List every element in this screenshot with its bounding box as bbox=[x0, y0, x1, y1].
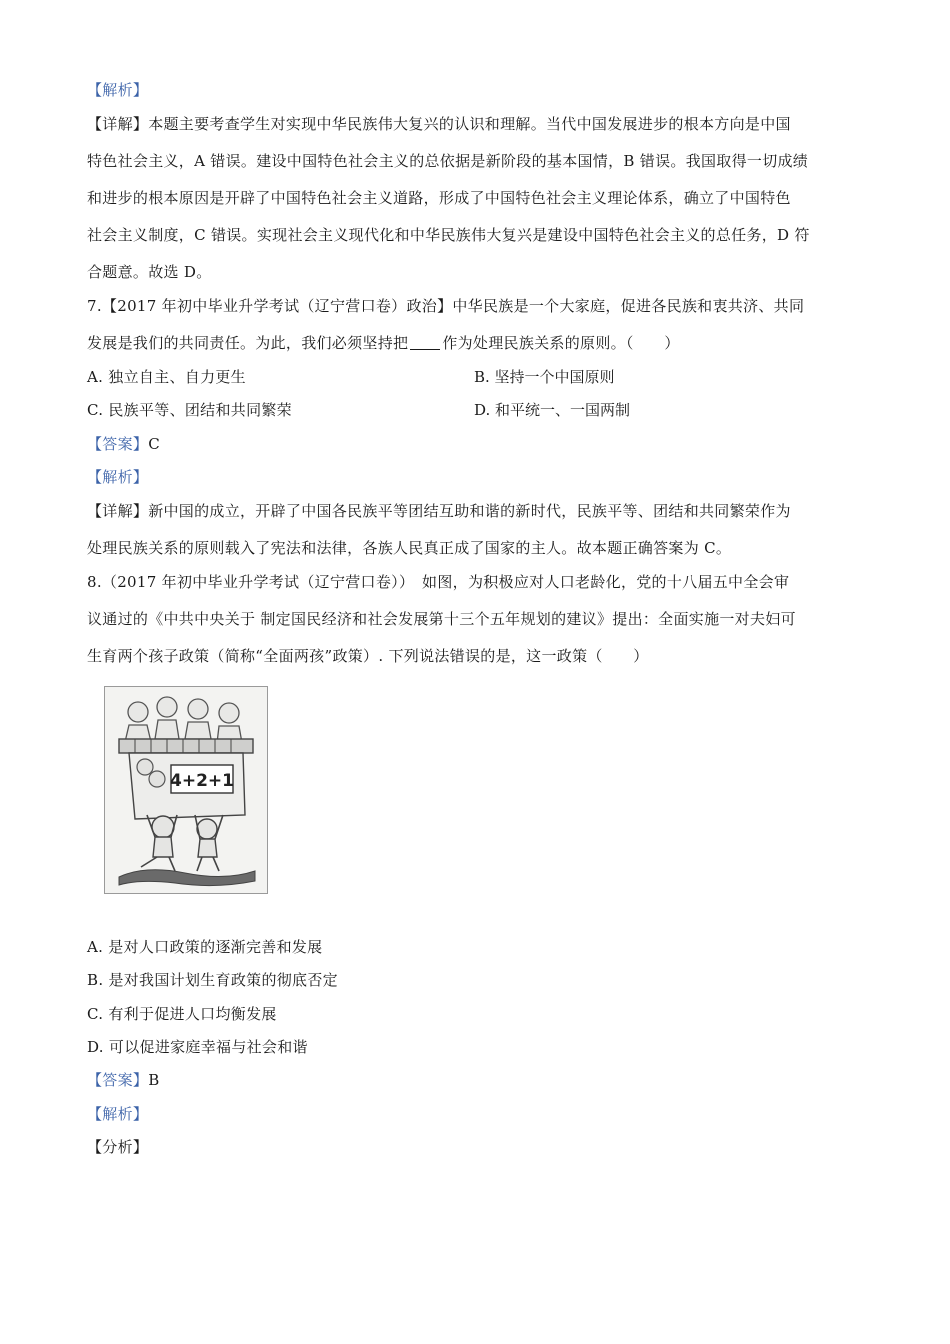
fill-blank bbox=[410, 335, 440, 350]
question-number: 7. bbox=[87, 297, 102, 315]
option-c: C. 民族平等、团结和共同繁荣 bbox=[87, 401, 292, 419]
question-source: 【2017 年初中毕业升学考试（辽宁营口卷）政治】 bbox=[101, 297, 453, 315]
answer-label: 【答案】 bbox=[87, 1071, 149, 1089]
answer-value: C bbox=[148, 435, 160, 453]
detail-label: 【详解】 bbox=[87, 115, 149, 133]
detail-label: 【详解】 bbox=[87, 502, 149, 520]
detail-line: 处理民族关系的原则载入了宪法和法律，各族人民真正成了国家的主人。故本题正确答案为 C。 bbox=[87, 539, 732, 557]
detail-line: 【详解】本题主要考查学生对实现中华民族伟大复兴的认识和理解。当代中国发展进步的根本方向是中国 bbox=[87, 115, 791, 133]
question-8-stem: 8.（2017 年初中毕业升学考试（辽宁营口卷）） 如图，为积极应对人口老龄化，党的十八届五中全会审 bbox=[87, 573, 790, 591]
question-8-stem: 议通过的《中共中央关于 制定国民经济和社会发展第十三个五年规划的建议》提出：全面实施一对夫妇可 bbox=[87, 610, 796, 628]
option-b: B. 是对我国计划生育政策的彻底否定 bbox=[87, 971, 338, 989]
question-7-stem-line2: 发展是我们的共同责任。为此，我们必须坚持把 作为处理民族关系的原则。（ ） bbox=[87, 334, 680, 352]
option-a: A. 是对人口政策的逐渐完善和发展 bbox=[87, 938, 323, 956]
detail-line: 【详解】新中国的成立，开辟了中国各民族平等团结互助和谐的新时代，民族平等、团结和共同繁荣作为 bbox=[87, 502, 791, 520]
analysis-label: 【解析】 bbox=[87, 1105, 149, 1123]
option-a: A. 独立自主、自力更生 bbox=[87, 368, 246, 386]
answer-label: 【答案】 bbox=[87, 435, 149, 453]
fenxi-label: 【分析】 bbox=[87, 1138, 149, 1156]
detail-line: 合题意。故选 D。 bbox=[87, 263, 212, 281]
cartoon-box-label: 4+2+1 bbox=[170, 771, 234, 791]
answer-line bbox=[87, 434, 160, 454]
option-b: B. 坚持一个中国原则 bbox=[474, 368, 615, 386]
option-c: C. 有利于促进人口均衡发展 bbox=[87, 1005, 277, 1023]
cartoon-figure bbox=[104, 686, 268, 894]
answer-line bbox=[87, 1070, 160, 1090]
analysis-label: 【解析】 bbox=[87, 468, 149, 486]
question-8-stem: 生育两个孩子政策（简称“全面两孩”政策）. 下列说法错误的是，这一政策（ ） bbox=[87, 647, 649, 665]
detail-line: 社会主义制度，C 错误。实现社会主义现代化和中华民族伟大复兴是建设中国特色社会主义的总任务，D 符 bbox=[87, 226, 810, 244]
detail-line: 特色社会主义，A 错误。建设中国特色社会主义的总依据是新阶段的基本国情，B 错误。我国取得一切成绩 bbox=[87, 152, 809, 170]
cartoon-illustration bbox=[105, 687, 267, 893]
question-7-stem: 7.【2017 年初中毕业升学考试（辽宁营口卷）政治】中华民族是一个大家庭，促进各民族和衷共济、共同 bbox=[87, 297, 805, 315]
option-d: D. 可以促进家庭幸福与社会和谐 bbox=[87, 1038, 308, 1056]
detail-line: 和进步的根本原因是开辟了中国特色社会主义道路，形成了中国特色社会主义理论体系，确立了中国特色 bbox=[87, 189, 791, 207]
analysis-label: 【解析】 bbox=[87, 81, 149, 99]
answer-value: B bbox=[148, 1071, 160, 1089]
option-d: D. 和平统一、一国两制 bbox=[474, 401, 631, 419]
